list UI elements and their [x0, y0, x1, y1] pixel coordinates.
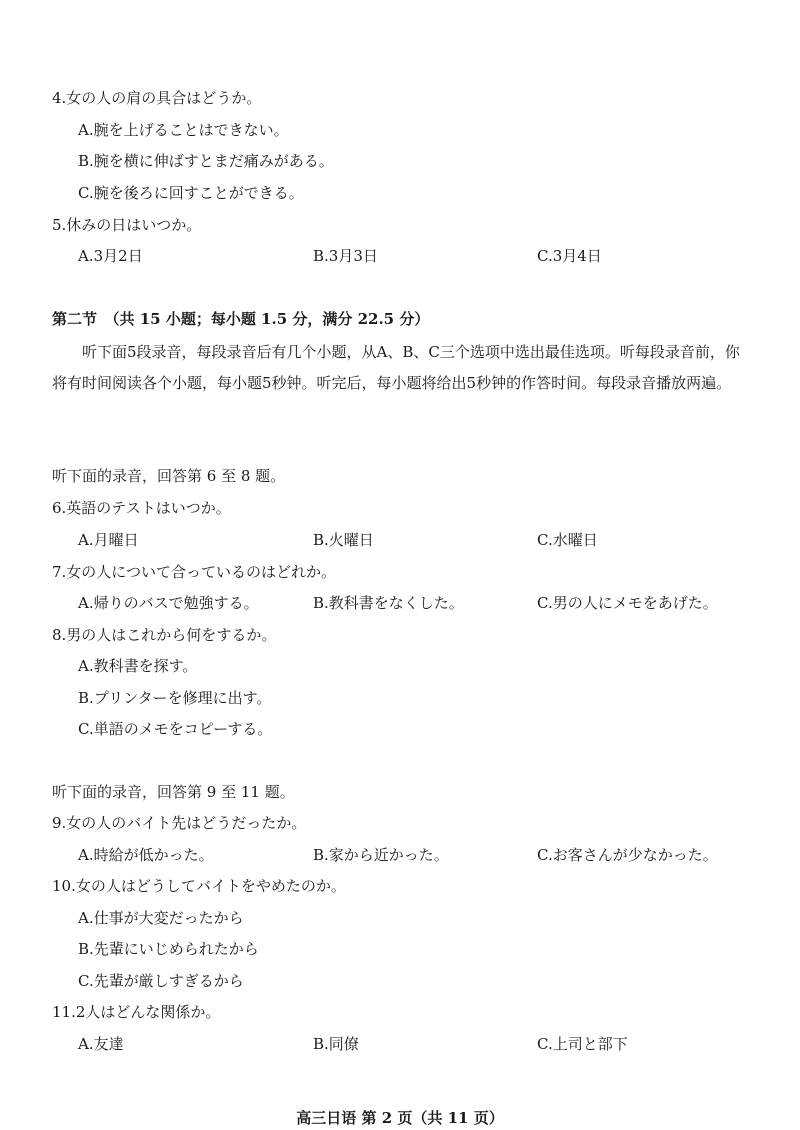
- question-4-stem: 4.女の人の肩の具合はどうか。: [52, 89, 262, 107]
- question-4-option-c: C.腕を後ろに回すことができる。: [78, 184, 304, 202]
- question-7-option-b: B.教科書をなくした。: [313, 594, 464, 612]
- section-instructions: 听下面5段录音，每段录音后有几个小题，从A、B、C三个选项中选出最佳选项。听每段录音前，你将有时间阅读各个小题，每小题5秒钟。听完后，每小题将给出5秒钟的作答时间。每段录音播放两遍。: [52, 343, 740, 392]
- question-8-option-a: A.教科書を探す。: [78, 657, 198, 675]
- question-7-option-a: A.帰りのバスで勉強する。: [78, 594, 259, 612]
- question-10-option-b: B.先輩にいじめられたから: [78, 940, 259, 958]
- question-10-stem: 10.女の人はどうしてバイトをやめたのか。: [52, 877, 346, 895]
- question-11-option-a: A.友達: [78, 1035, 124, 1053]
- question-6-option-b: B.火曜日: [313, 531, 374, 549]
- question-8-stem: 8.男の人はこれから何をするか。: [52, 626, 277, 644]
- question-8-option-b: B.プリンターを修理に出す。: [78, 689, 272, 707]
- question-7-option-c: C.男の人にメモをあげた。: [537, 594, 718, 612]
- question-6-stem: 6.英語のテストはいつか。: [52, 499, 231, 517]
- question-11-option-c: C.上司と部下: [537, 1035, 628, 1053]
- page-footer: 高三日语 第 2 页（共 11 页）: [296, 1109, 504, 1127]
- question-11-option-b: B.同僚: [313, 1035, 359, 1053]
- question-8-option-c: C.単語のメモをコピーする。: [78, 720, 273, 738]
- question-5-stem: 5.休みの日はいつか。: [52, 216, 202, 234]
- question-9-option-a: A.時給が低かった。: [78, 846, 214, 864]
- question-6-option-a: A.月曜日: [78, 531, 139, 549]
- group-1-intro: 听下面的录音，回答第 6 至 8 题。: [52, 467, 286, 485]
- question-4-option-a: A.腕を上げることはできない。: [78, 121, 289, 139]
- question-5-option-b: B.3月3日: [313, 247, 378, 265]
- question-4-option-b: B.腕を横に伸ばすとまだ痛みがある。: [78, 152, 334, 170]
- question-11-stem: 11.2人はどんな関係か。: [52, 1003, 221, 1021]
- question-9-option-c: C.お客さんが少なかった。: [537, 846, 718, 864]
- question-6-option-c: C.水曜日: [537, 531, 598, 549]
- question-10-option-a: A.仕事が大変だったから: [78, 909, 244, 927]
- question-9-option-b: B.家から近かった。: [313, 846, 449, 864]
- question-5-option-c: C.3月4日: [537, 247, 602, 265]
- question-5-option-a: A.3月2日: [78, 247, 143, 265]
- question-10-option-c: C.先輩が厳しすぎるから: [78, 972, 244, 990]
- section-heading: 第二节 （共 15 小题；每小题 1.5 分，满分 22.5 分）: [52, 310, 430, 328]
- question-9-stem: 9.女の人のバイト先はどうだったか。: [52, 814, 307, 832]
- question-7-stem: 7.女の人について合っているのはどれか。: [52, 563, 337, 581]
- group-2-intro: 听下面的录音，回答第 9 至 11 题。: [52, 783, 295, 801]
